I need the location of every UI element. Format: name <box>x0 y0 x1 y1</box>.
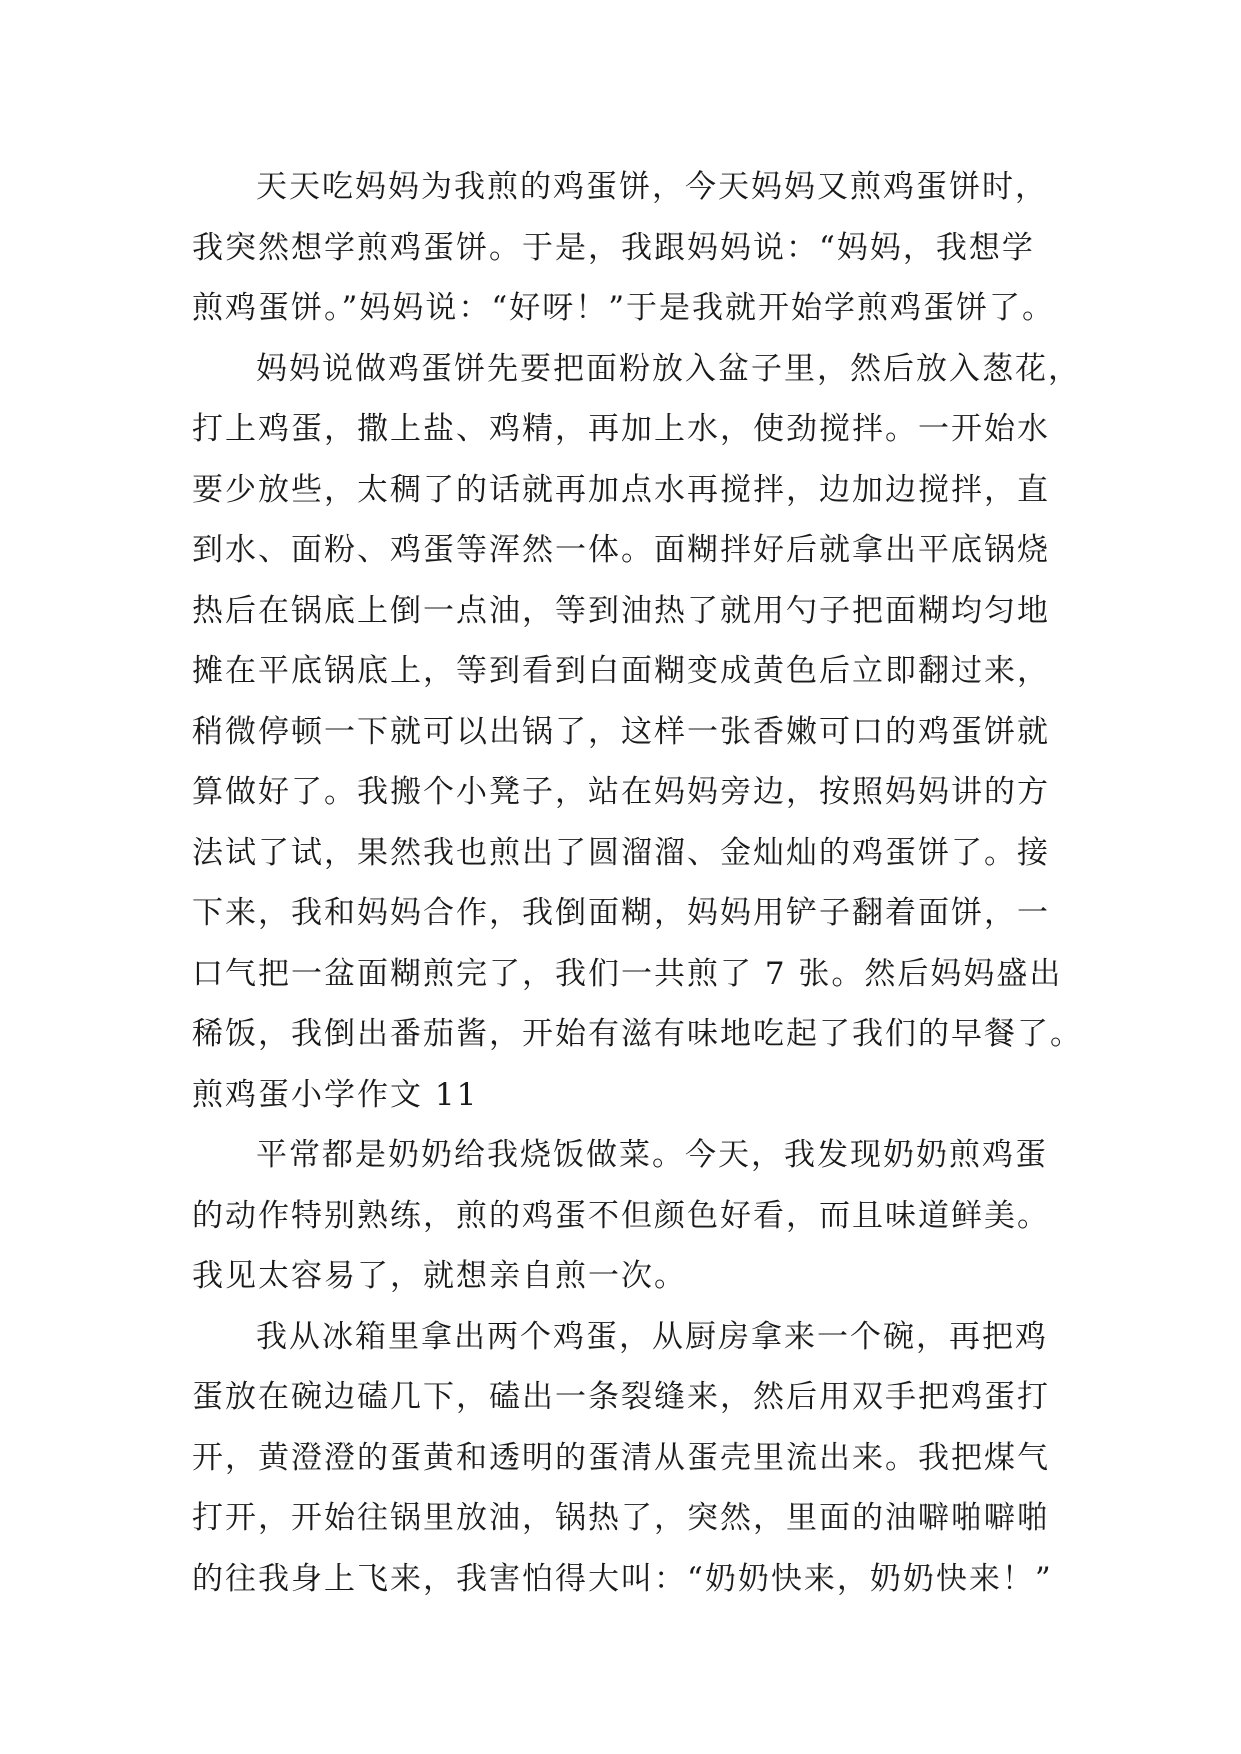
paragraph-2-line-11: 口气把一盆面糊煎完了，我们一共煎了 7 张。然后妈妈盛出 <box>192 955 1063 992</box>
paragraph-4-line-4: 打开，开始往锅里放油，锅热了，突然，里面的油噼啪噼啪 <box>192 1500 1050 1536</box>
paragraph-3-line-1: 平常都是奶奶给我烧饭做菜。今天，我发现奶奶煎鸡蛋 <box>256 1137 1048 1173</box>
paragraph-2-line-5: 热后在锅底上倒一点油，等到油热了就用勺子把面糊均匀地 <box>192 592 1050 629</box>
paragraph-4-line-1: 我从冰箱里拿出两个鸡蛋，从厨房拿来一个碗，再把鸡 <box>256 1318 1048 1355</box>
paragraph-2-line-10: 下来，我和妈妈合作，我倒面糊，妈妈用铲子翻着面饼，一 <box>192 895 1050 931</box>
paragraph-2-line-4: 到水、面粉、鸡蛋等浑然一体。面糊拌好后就拿出平底锅烧 <box>192 532 1050 568</box>
paragraph-1-line-1: 天天吃妈妈为我煎的鸡蛋饼，今天妈妈又煎鸡蛋饼时， <box>256 169 1048 205</box>
paragraph-2-line-1: 妈妈说做鸡蛋饼先要把面粉放入盆子里，然后放入葱花， <box>256 350 1081 387</box>
paragraph-3-line-2: 的动作特别熟练，煎的鸡蛋不但颜色好看，而且味道鲜美。 <box>192 1197 1050 1234</box>
paragraph-2-line-7: 稍微停顿一下就可以出锅了，这样一张香嫩可口的鸡蛋饼就 <box>192 713 1050 750</box>
paragraph-3-line-3: 我见太容易了，就想亲自煎一次。 <box>192 1258 687 1294</box>
paragraph-4-line-5: 的往我身上飞来，我害怕得大叫：“奶奶快来，奶奶快来！” <box>192 1560 1053 1597</box>
essay-text <box>192 157 1083 1609</box>
section-heading: 煎鸡蛋小学作文 11 <box>192 1076 479 1113</box>
paragraph-1-line-3: 煎鸡蛋饼。”妈妈说：“好呀！”于是我就开始学煎鸡蛋饼了。 <box>192 290 1056 326</box>
paragraph-2-line-9: 法试了试，果然我也煎出了圆溜溜、金灿灿的鸡蛋饼了。接 <box>192 834 1050 871</box>
paragraph-2-line-8: 算做好了。我搬个小凳子，站在妈妈旁边，按照妈妈讲的方 <box>192 774 1050 810</box>
paragraph-2-line-3: 要少放些，太稠了的话就再加点水再搅拌，边加边搅拌，直 <box>192 471 1050 508</box>
paragraph-4-line-3: 开，黄澄澄的蛋黄和透明的蛋清从蛋壳里流出来。我把煤气 <box>192 1439 1050 1476</box>
paragraph-2-line-2: 打上鸡蛋，撒上盐、鸡精，再加上水，使劲搅拌。一开始水 <box>192 411 1050 447</box>
paragraph-2-line-12: 稀饭，我倒出番茄酱，开始有滋有味地吃起了我们的早餐了。 <box>192 1016 1083 1052</box>
paragraph-1-line-2: 我突然想学煎鸡蛋饼。于是，我跟妈妈说：“妈妈，我想学 <box>192 229 1035 266</box>
paragraph-4-line-2: 蛋放在碗边磕几下，磕出一条裂缝来，然后用双手把鸡蛋打 <box>192 1379 1050 1415</box>
paragraph-2-line-6: 摊在平底锅底上，等到看到白面糊变成黄色后立即翻过来， <box>192 653 1050 689</box>
